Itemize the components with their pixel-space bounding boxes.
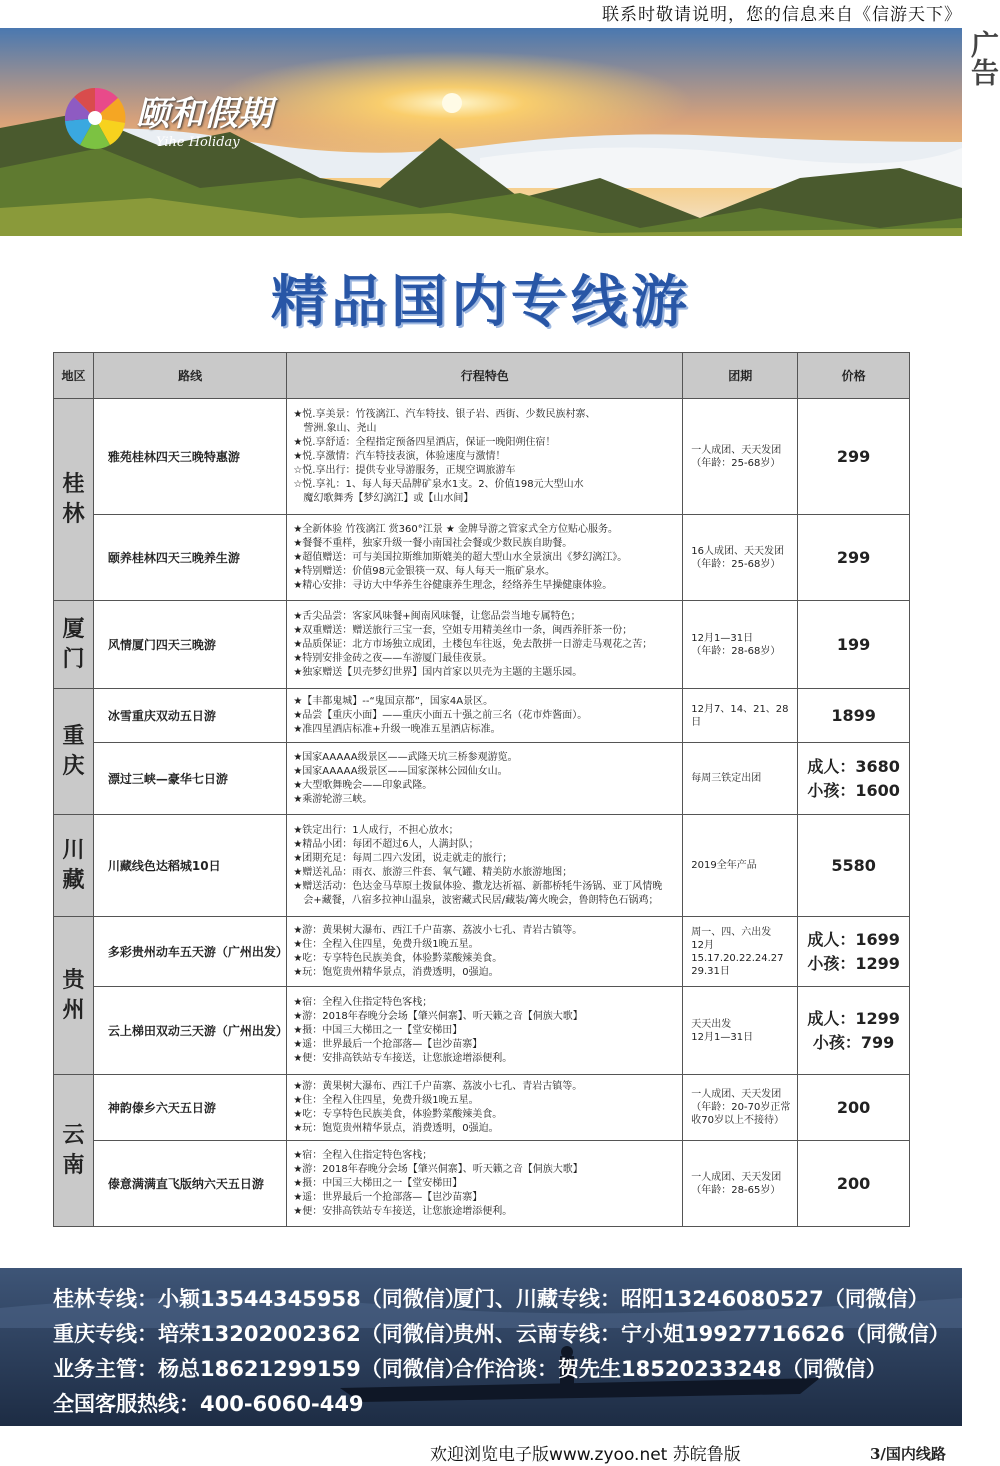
feature-line: ★便：安排高铁站专车接送，让您旅途增添便利。 xyxy=(293,1205,513,1217)
table-row xyxy=(54,815,910,917)
feature-line: ★玩：饱览贵州精华景点，消费透明，0强迫。 xyxy=(293,1122,499,1134)
table-row xyxy=(54,1141,910,1227)
feature-line: ★品质保证：北方市场独立成团，土楼包车往返，免去散拼一日游走马观花之苦； xyxy=(293,638,653,650)
route-name: 神韵傣乡六天五日游 xyxy=(93,1075,286,1141)
feature-line: ★游：2018年春晚分会场【肇兴侗寨】、听天籁之音【侗族大歌】 xyxy=(293,1010,583,1022)
contact-lines xyxy=(53,1282,950,1422)
feature-line: ★乘游轮游三峡。 xyxy=(293,793,373,805)
price-cell xyxy=(798,917,910,987)
price-value: 小孩：1299 xyxy=(807,953,900,973)
region-cell xyxy=(54,399,94,601)
contact-line xyxy=(53,1387,950,1422)
feature-line: ★玩：饱览贵州精华景点，消费透明，0强迫。 xyxy=(293,966,499,978)
feature-line: ★宿：全程入住指定特色客栈； xyxy=(293,996,433,1008)
date-line: （年龄：20-70岁正常 xyxy=(691,1102,791,1113)
feature-line: ★舌尖品尝：客家风味餐+闽南风味餐，让您品尝当地专属特色； xyxy=(293,610,581,622)
price-value: 200 xyxy=(836,1097,871,1117)
date-line: 一人成团、天天发团 xyxy=(691,1171,782,1183)
price-value: 299 xyxy=(836,446,871,466)
dates-cell xyxy=(683,1075,798,1141)
features-cell xyxy=(287,1141,683,1227)
price-value: 小孩：799 xyxy=(812,1032,895,1052)
header-dates: 团期 xyxy=(683,353,798,399)
feature-line: ★独家赠送【贝壳梦幻世界】国内首家以贝壳为主题的主题乐园。 xyxy=(293,666,583,678)
region-name: 川藏 xyxy=(62,837,85,893)
date-line: 12月7、14、21、28日 xyxy=(691,703,789,728)
price-value: 5580 xyxy=(831,855,876,875)
feature-line: ★吃：专享特色民族美食，体验黔菜酸辣美食。 xyxy=(293,1108,503,1120)
feature-line: ★便：安排高铁站专车接送，让您旅途增添便利。 xyxy=(293,1052,513,1064)
table-row xyxy=(54,515,910,601)
price-value: 成人：3680 xyxy=(807,756,900,776)
dates-cell xyxy=(683,917,798,987)
date-line: 天天出发 xyxy=(691,1018,732,1030)
feature-line: ★赠送活动：色达金马草原土拨鼠体验、撒龙达祈福、新都桥牦牛汤锅、亚丁风情晚 xyxy=(293,880,663,892)
date-line: 一人成团、天天发团 xyxy=(691,444,782,456)
contact-entry: 全国客服热线：400-6060-449 xyxy=(53,1392,364,1416)
feature-line: ★遥：世界最后一个抢部落—【岜沙苗寨】 xyxy=(293,1191,483,1203)
region-name: 贵州 xyxy=(62,967,85,1023)
feature-line: ★全新体验 竹筏漓江 赏360°江景 ★ 金牌导游之管家式全方位贴心服务。 xyxy=(293,523,619,535)
feature-line: ☆悦.享出行：提供专业导游服务，正规空调旅游车 xyxy=(293,464,516,476)
contact-panel xyxy=(0,1268,962,1426)
header-route: 路线 xyxy=(93,353,286,399)
features-cell xyxy=(287,987,683,1075)
logo-english-name: Yihe Holiday xyxy=(156,135,240,150)
region-cell xyxy=(54,815,94,917)
route-name: 傣意满满直飞版纳六天五日游 xyxy=(93,1141,286,1227)
price-value: 200 xyxy=(836,1173,871,1193)
region-name: 桂林 xyxy=(62,471,85,527)
region-cell xyxy=(54,689,94,815)
dates-cell xyxy=(683,601,798,689)
feature-line: ★特别安排金砖之夜——车游厦门最佳夜景。 xyxy=(293,652,493,664)
date-line: 16人成团、天天发团 xyxy=(691,545,784,557)
page-number: 3/国内线路 xyxy=(870,1445,946,1463)
feature-line: ★特别赠送：价值98元金银筷一双、每人每天一瓶矿泉水。 xyxy=(293,565,556,577)
price-cell xyxy=(798,601,910,689)
feature-line: ★国家AAAAA级景区——武隆天坑三桥参观游览。 xyxy=(293,751,518,763)
date-line: 2019全年产品 xyxy=(691,860,757,871)
date-line: 每周三铁定出团 xyxy=(691,773,762,784)
feature-line: ★餐餐不重样，独家升级一餐小南国社会餐或少数民族自助餐。 xyxy=(293,537,573,549)
contact-entry: 桂林专线：小颖13544345958（同微信） xyxy=(53,1287,466,1311)
ad-mark: 广告 xyxy=(967,30,1000,86)
contact-entry: 重庆专线：培荣13202002362（同微信） xyxy=(53,1322,466,1346)
feature-line: ★游：黄果树大瀑布、西江千户苗寨、荔波小七孔、青岩古镇等。 xyxy=(293,1080,583,1092)
feature-line: ★摄：中国三大梯田之一【堂安梯田】 xyxy=(293,1177,463,1189)
route-name: 冰雪重庆双动五日游 xyxy=(93,689,286,743)
feature-line: ☆悦.享礼：1、每人每天品牌矿泉水1支。2、价值198元大型山水 xyxy=(293,478,584,490)
date-line: 周一、四、六出发 xyxy=(691,926,772,938)
table-row xyxy=(54,1075,910,1141)
feature-line: 魔幻歌舞秀【梦幻漓江】或【山水间】 xyxy=(293,492,474,504)
contact-entry: 业务主管：杨总18621299159（同微信） xyxy=(53,1357,466,1381)
dates-cell xyxy=(683,987,798,1075)
contact-entry: 厦门、川藏专线：昭阳13246080527（同微信） xyxy=(453,1287,929,1311)
contact-line xyxy=(53,1282,950,1317)
route-name: 雅苑桂林四天三晚特惠游 xyxy=(93,399,286,515)
footer-note: 欢迎浏览电子版www.zyoo.net 苏皖鲁版 xyxy=(430,1445,741,1465)
feature-line: ★悦.享舒适：全程指定预备四星酒店，保证一晚阳朔住宿！ xyxy=(293,436,556,448)
date-line: （年龄：28-65岁） xyxy=(691,1184,781,1196)
region-name: 重庆 xyxy=(62,723,85,779)
features-cell xyxy=(287,1075,683,1141)
feature-line: ★精心安排：寻访大中华养生谷健康养生理念，经络养生早操健康体验。 xyxy=(293,579,613,591)
date-line: 12月15.17.20.22.24.27 xyxy=(691,939,784,964)
region-cell xyxy=(54,601,94,689)
route-name: 云上梯田双动三天游（广州出发） xyxy=(93,987,286,1075)
dates-cell xyxy=(683,515,798,601)
dates-cell xyxy=(683,743,798,815)
date-line: 一人成团、天天发团 xyxy=(691,1089,782,1100)
price-cell xyxy=(798,815,910,917)
features-cell xyxy=(287,815,683,917)
feature-line: 訾洲.象山、尧山 xyxy=(293,422,377,434)
price-cell xyxy=(798,1141,910,1227)
price-cell xyxy=(798,689,910,743)
features-cell xyxy=(287,515,683,601)
header-region: 地区 xyxy=(54,353,94,399)
feature-line: ★大型歌舞晚会——印象武隆。 xyxy=(293,779,433,791)
table-row xyxy=(54,601,910,689)
date-line: 收70岁以上不接待） xyxy=(691,1115,784,1126)
feature-line: ★精品小团：每团不超过6人，人满封队； xyxy=(293,838,479,850)
date-line: 29.31日 xyxy=(691,965,730,977)
route-name: 川藏线色达稻城10日 xyxy=(93,815,286,917)
feature-line: ★赠送礼品：雨衣、旅游三件套、氧气罐、精美防水旅游地图； xyxy=(293,866,573,878)
price-cell xyxy=(798,399,910,515)
logo xyxy=(60,83,272,153)
feature-line: 会+藏餐，八宿多拉神山温泉，波密藏式民居/藏装/篝火晚会，鲁朗特色石锅鸡； xyxy=(293,894,659,906)
price-value: 成人：1699 xyxy=(807,929,900,949)
banner-image xyxy=(0,28,962,236)
feature-line: ★品尝【重庆小面】——重庆小面五十强之前三名（花市炸酱面）。 xyxy=(293,709,588,721)
price-cell xyxy=(798,1075,910,1141)
date-line: （年龄：28-68岁） xyxy=(691,645,781,657)
table-header-row xyxy=(54,353,910,399)
feature-line: ★【丰都鬼城】--“鬼国京都”，国家4A景区。 xyxy=(293,695,494,707)
dates-cell xyxy=(683,1141,798,1227)
pinwheel-logo-icon xyxy=(60,83,130,153)
contact-line xyxy=(53,1352,950,1387)
price-value: 小孩：1600 xyxy=(807,780,900,800)
table-row xyxy=(54,917,910,987)
features-cell xyxy=(287,689,683,743)
features-cell xyxy=(287,743,683,815)
table-row xyxy=(54,399,910,515)
header-price: 价格 xyxy=(798,353,910,399)
feature-line: ★悦.享美景：竹筏漓江、汽车特技、银子岩、西街、少数民族村寨、 xyxy=(293,408,596,420)
price-value: 成人：1299 xyxy=(807,1008,900,1028)
price-value: 199 xyxy=(836,634,871,654)
feature-line: ★吃：专享特色民族美食，体验黔菜酸辣美食。 xyxy=(293,952,503,964)
dates-cell xyxy=(683,399,798,515)
route-name: 风情厦门四天三晚游 xyxy=(93,601,286,689)
feature-line: ★游：2018年春晚分会场【肇兴侗寨】、听天籁之音【侗族大歌】 xyxy=(293,1163,583,1175)
date-line: 12月1—31日 xyxy=(691,632,754,644)
price-cell xyxy=(798,987,910,1075)
dates-cell xyxy=(683,815,798,917)
feature-line: ★宿：全程入住指定特色客栈； xyxy=(293,1149,433,1161)
route-name: 多彩贵州动车五天游（广州出发） xyxy=(93,917,286,987)
top-note: 联系时敬请说明，您的信息来自《信游天下》 xyxy=(602,5,962,25)
feature-line: ★摄：中国三大梯田之一【堂安梯田】 xyxy=(293,1024,463,1036)
feature-line: ★团期充足：每周二四六发团，说走就走的旅行； xyxy=(293,852,513,864)
feature-line: ★住：全程入住四星，免费升级1晚五星。 xyxy=(293,938,479,950)
route-name: 漂过三峡—豪华七日游 xyxy=(93,743,286,815)
date-line: （年龄：25-68岁） xyxy=(691,457,781,469)
price-cell xyxy=(798,743,910,815)
feature-line: ★游：黄果树大瀑布、西江千户苗寨、荔波小七孔、青岩古镇等。 xyxy=(293,924,583,936)
features-cell xyxy=(287,601,683,689)
table-row xyxy=(54,743,910,815)
feature-line: ★国家AAAAA级景区——国家深林公园仙女山。 xyxy=(293,765,508,777)
features-cell xyxy=(287,399,683,515)
region-name: 云南 xyxy=(62,1122,85,1178)
contact-entry: 合作洽谈：贺先生18520233248（同微信） xyxy=(453,1357,887,1381)
feature-line: ★准四星酒店标准+升级一晚准五星酒店标准。 xyxy=(293,723,501,735)
contact-entry: 贵州、云南专线：宁小姐19927716626（同微信） xyxy=(453,1322,950,1346)
page-title: 精品国内专线游 xyxy=(271,270,691,335)
contact-line xyxy=(53,1317,950,1352)
region-cell xyxy=(54,1075,94,1227)
date-line: （年龄：25-68岁） xyxy=(691,558,781,570)
feature-line: ★住：全程入住四星，免费升级1晚五星。 xyxy=(293,1094,479,1106)
features-cell xyxy=(287,917,683,987)
region-name: 厦门 xyxy=(62,616,85,672)
feature-line: ★双重赠送：赠送旅行三宝一套，空姐专用精美丝巾一条，闽西养肝茶一份； xyxy=(293,624,633,636)
dates-cell xyxy=(683,689,798,743)
route-name: 颐养桂林四天三晚养生游 xyxy=(93,515,286,601)
price-cell xyxy=(798,515,910,601)
logo-name: 颐和假期 xyxy=(136,94,272,134)
price-value: 1899 xyxy=(831,705,876,725)
tour-table xyxy=(53,352,910,1227)
feature-line: ★悦.享激情：汽车特技表演，体验速度与激情！ xyxy=(293,450,506,462)
header-features: 行程特色 xyxy=(287,353,683,399)
feature-line: ★铁定出行：1人成行，不担心放水； xyxy=(293,824,459,836)
table-row xyxy=(54,987,910,1075)
table-row xyxy=(54,689,910,743)
date-line: 12月1—31日 xyxy=(691,1031,754,1043)
region-cell xyxy=(54,917,94,1075)
feature-line: ★遥：世界最后一个抢部落—【岜沙苗寨】 xyxy=(293,1038,483,1050)
feature-line: ★超值赠送：可与美国拉斯维加斯媲美的超大型山水全景演出《梦幻漓江》。 xyxy=(293,551,628,563)
price-value: 299 xyxy=(836,547,871,567)
